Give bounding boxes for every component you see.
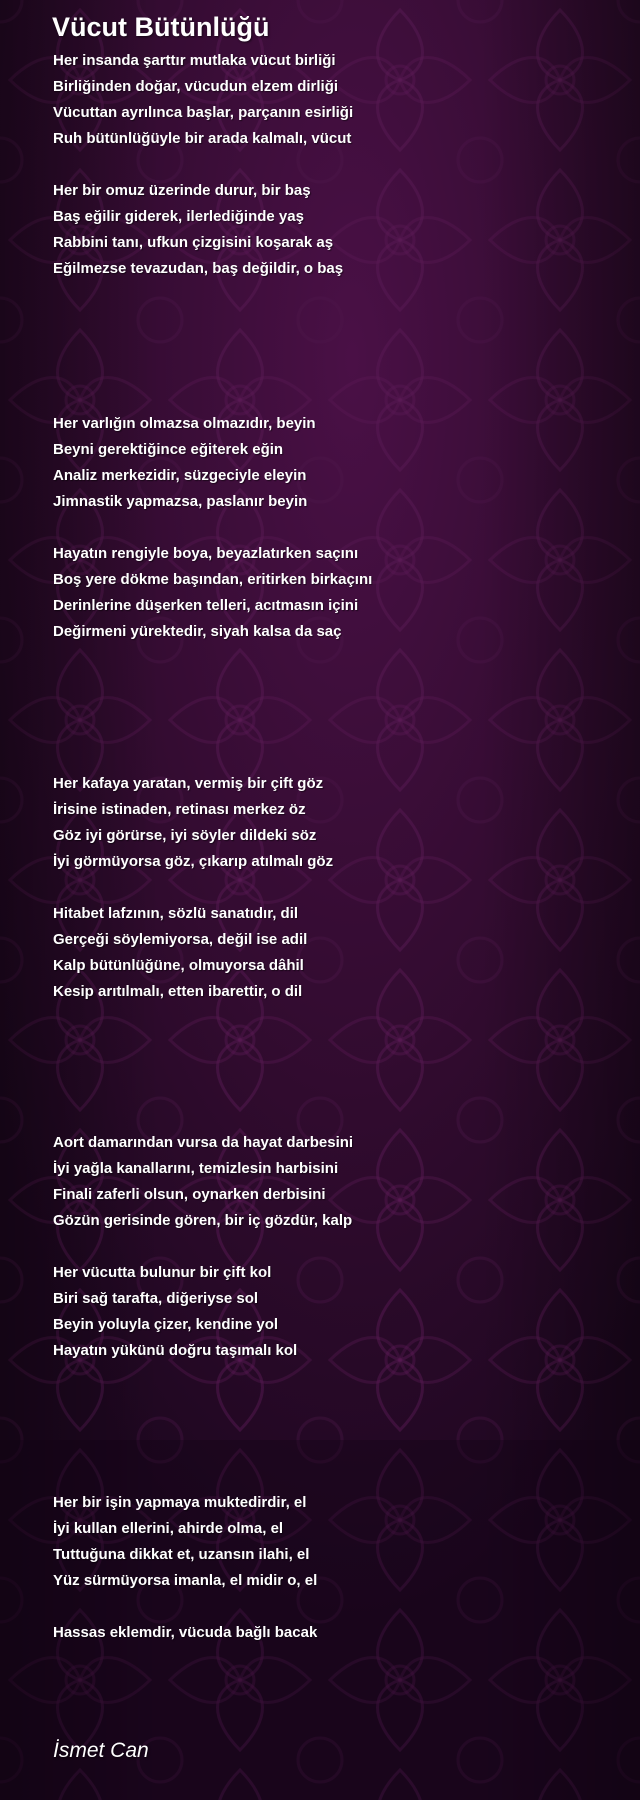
poem-line: Aort damarından vursa da hayat darbesini bbox=[53, 1134, 354, 1151]
poem-line: Her bir işin yapmaya muktedirdir, el bbox=[53, 1494, 307, 1511]
stanza bbox=[53, 541, 613, 645]
poem-block-3 bbox=[53, 771, 613, 1005]
poem-line: İyi görmüyorsa göz, çıkarıp atılmalı göz bbox=[53, 853, 334, 870]
poem-line: Kalp bütünlüğüne, olmuyorsa dâhil bbox=[53, 957, 304, 974]
poem-block-5 bbox=[53, 1490, 613, 1646]
poem-line: Hayatın yükünü doğru taşımalı kol bbox=[53, 1342, 298, 1359]
poem-line: Gözün gerisinde gören, bir iç gözdür, kalp bbox=[53, 1212, 353, 1229]
poem-line: Her bir omuz üzerinde durur, bir baş bbox=[53, 182, 311, 199]
poem-block-4 bbox=[53, 1130, 613, 1364]
stanza bbox=[53, 1490, 613, 1594]
poem-line: Her vücutta bulunur bir çift kol bbox=[53, 1264, 272, 1281]
poem-line: Boş yere dökme başından, eritirken birkaçını bbox=[53, 571, 373, 588]
poem-line: Değirmeni yürektedir, siyah kalsa da saç bbox=[53, 623, 342, 640]
poem-line: Baş eğilir giderek, ilerlediğinde yaş bbox=[53, 208, 304, 225]
poem-line: Finali zaferli olsun, oynarken derbisini bbox=[53, 1186, 326, 1203]
poem-line: Her varlığın olmazsa olmazıdır, beyin bbox=[53, 415, 316, 432]
stanza bbox=[53, 48, 613, 152]
stanza bbox=[53, 901, 613, 1005]
poem-block-1 bbox=[53, 48, 613, 282]
poem-line: Jimnastik yapmazsa, paslanır beyin bbox=[53, 493, 308, 510]
poem-line: Tuttuğuna dikkat et, uzansın ilahi, el bbox=[53, 1546, 310, 1563]
poem-line: Ruh bütünlüğüyle bir arada kalmalı, vücut bbox=[53, 130, 352, 147]
poem-line: İyi yağla kanallarını, temizlesin harbisini bbox=[53, 1160, 339, 1177]
poem-title: Vücut Bütünlüğü bbox=[52, 12, 270, 42]
stanza bbox=[53, 771, 613, 875]
poem-line: Hassas eklemdir, vücuda bağlı bacak bbox=[53, 1624, 318, 1641]
poem-line: Analiz merkezidir, süzgeciyle eleyin bbox=[53, 467, 307, 484]
poem-line: Vücuttan ayrılınca başlar, parçanın esirliği bbox=[53, 104, 354, 121]
poem-line: Beyin yoluyla çizer, kendine yol bbox=[53, 1316, 279, 1333]
stanza bbox=[53, 1260, 613, 1364]
stanza bbox=[53, 178, 613, 282]
poem-line: İyi kullan ellerini, ahirde olma, el bbox=[53, 1520, 284, 1537]
poem-line: Hitabet lafzının, sözlü sanatıdır, dil bbox=[53, 905, 299, 922]
poem-line: Hayatın rengiyle boya, beyazlatırken saçını bbox=[53, 545, 359, 562]
poem-line: Kesip arıtılmalı, etten ibarettir, o dil bbox=[53, 983, 303, 1000]
poem-line: Beyni gerektiğince eğiterek eğin bbox=[53, 441, 284, 458]
poem-line: Biri sağ tarafta, diğeriyse sol bbox=[53, 1290, 259, 1307]
poem-author: İsmet Can bbox=[53, 1739, 149, 1762]
poem-line: Derinlerine düşerken telleri, acıtmasın içini bbox=[53, 597, 359, 614]
stanza bbox=[53, 1620, 613, 1646]
poem-line: Her insanda şarttır mutlaka vücut birliği bbox=[53, 52, 336, 69]
poem-line: Yüz sürmüyorsa imanla, el midir o, el bbox=[53, 1572, 318, 1589]
poem-line: Rabbini tanı, ufkun çizgisini koşarak aş bbox=[53, 234, 334, 251]
stanza bbox=[53, 1130, 613, 1234]
poem-line: Birliğinden doğar, vücudun elzem dirliği bbox=[53, 78, 339, 95]
poem-line: İrisine istinaden, retinası merkez öz bbox=[53, 801, 306, 818]
poem-line: Her kafaya yaratan, vermiş bir çift göz bbox=[53, 775, 324, 792]
poem-line: Eğilmezse tevazudan, baş değildir, o baş bbox=[53, 260, 344, 277]
stanza bbox=[53, 411, 613, 515]
poem-line: Göz iyi görürse, iyi söyler dildeki söz bbox=[53, 827, 317, 844]
poem-line: Gerçeği söylemiyorsa, değil ise adil bbox=[53, 931, 308, 948]
poem-block-2 bbox=[53, 411, 613, 645]
